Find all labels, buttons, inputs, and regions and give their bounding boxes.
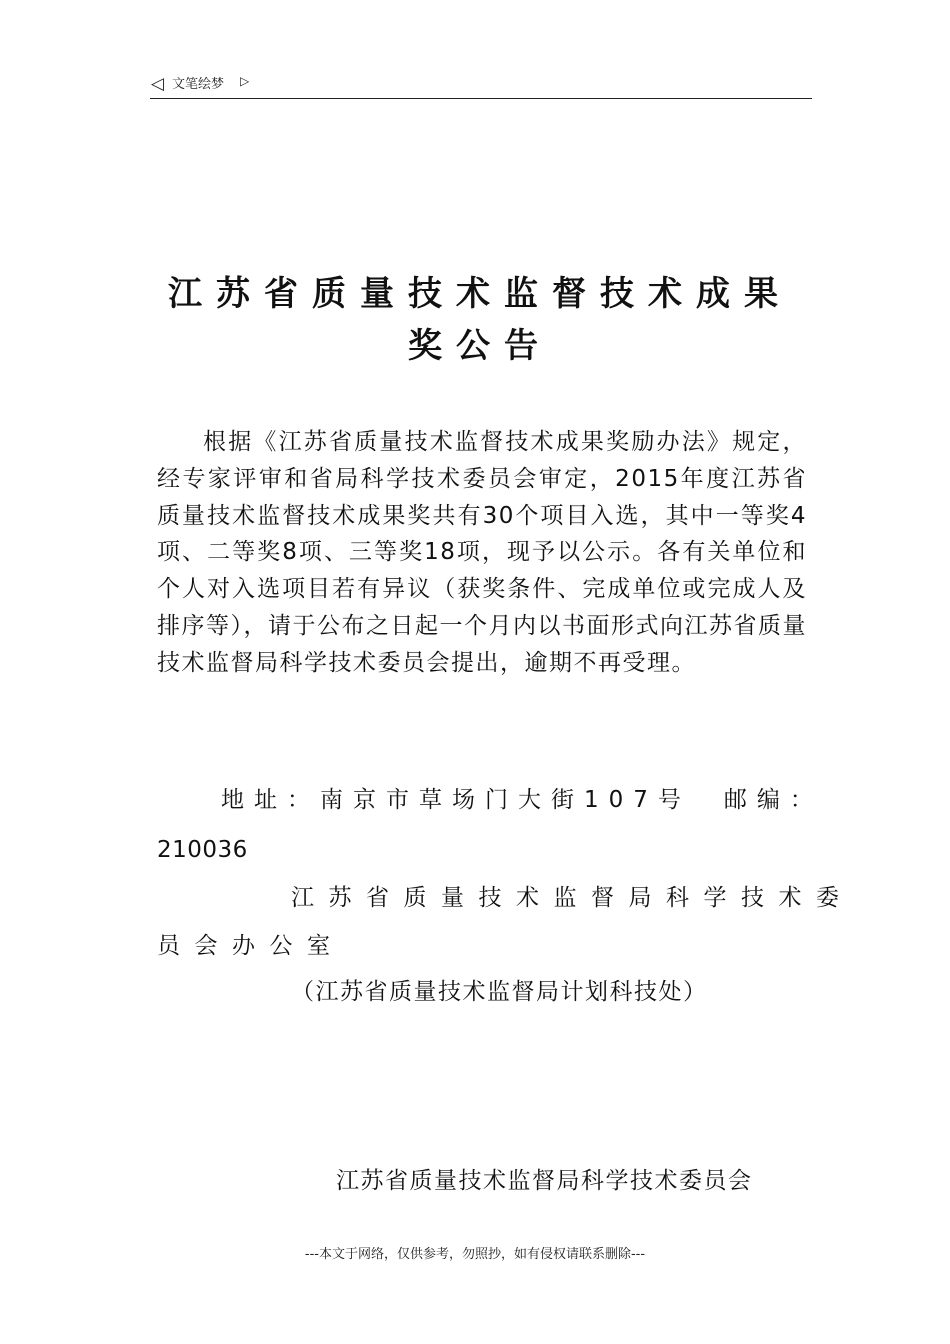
issuer-signature: 江苏省质量技术监督局科学技术委员会 — [336, 1168, 753, 1194]
office-name-line-1: 江苏省质量技术监督局科学技术委 — [291, 885, 854, 911]
office-name-line-2: 员会办公室 — [157, 933, 345, 959]
announcement-body: 根据《江苏省质量技术监督技术成果奖励办法》规定，经专家评审和省局科学技术委员会审定，2015年度江苏省质量技术监督技术成果奖共有30个项目入选，其中一等奖4项、二等奖8项、三等奖18项，现予以公示。各有关单位和个人对入选项目若有异议（获奖条件、完成单位或完成人及排序等），请于公布之日起一个月内以书面形式向江苏省质量技术监督局科学技术委员会提出，逾期不再受理。 — [157, 429, 807, 676]
address-block — [157, 782, 823, 868]
right-triangle-icon: ▷ — [240, 74, 250, 88]
office-department: （江苏省质量技术监督局计划科技处） — [291, 979, 708, 1005]
page-header — [150, 72, 812, 99]
document-title — [150, 268, 810, 372]
title-line-2: 奖公告 — [408, 326, 552, 366]
header-brand-text: 文笔绘梦 — [172, 77, 225, 92]
postal-code: 210036 — [157, 837, 248, 863]
left-triangle-icon: ◁ — [151, 74, 165, 94]
address-line: 地址：南京市草场门大街107号 邮编： — [221, 787, 823, 813]
footer-disclaimer: ---本文于网络，仅供参考，勿照抄，如有侵权请联系删除--- — [304, 1247, 646, 1262]
office-signoff — [157, 880, 854, 1010]
title-line-1: 江苏省质量技术监督技术成果 — [168, 274, 792, 314]
